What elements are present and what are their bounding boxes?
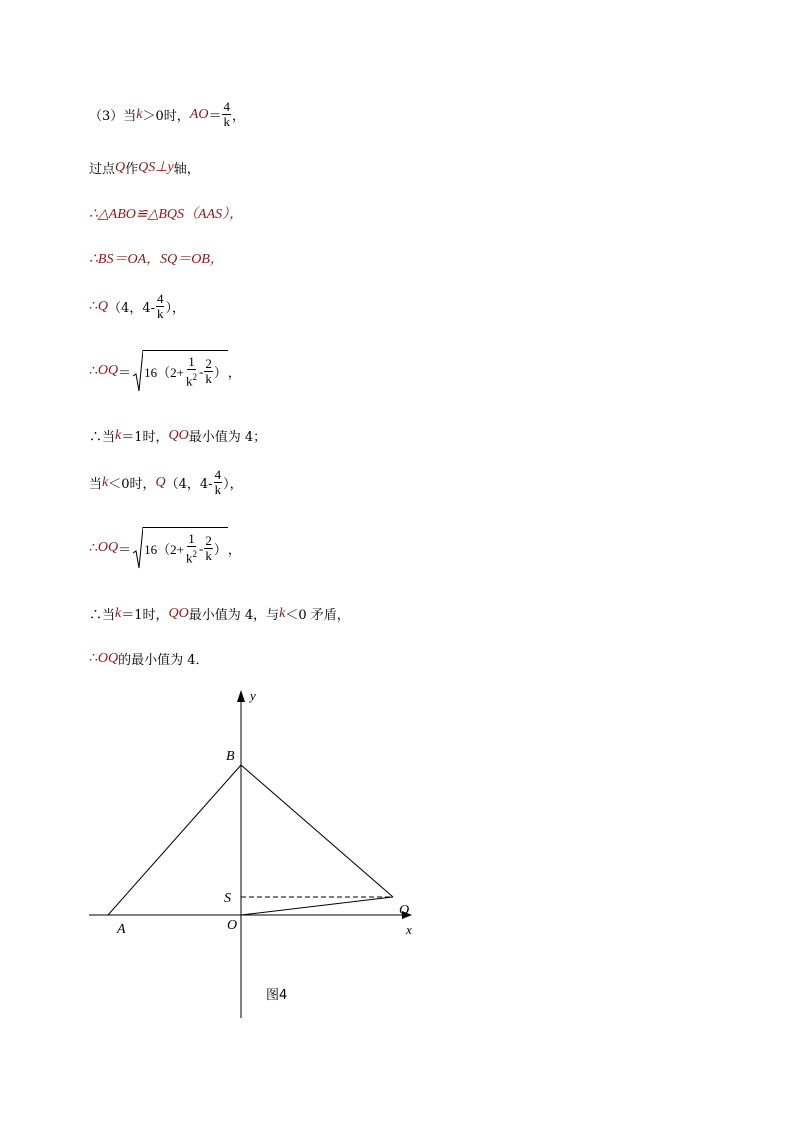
text: 最小值为 4； xyxy=(188,430,267,445)
therefore-sign: ∴ xyxy=(89,363,98,379)
numerator: 1 xyxy=(188,353,195,369)
text: 过点 xyxy=(89,162,116,177)
y-axis-arrow-icon xyxy=(237,690,245,702)
var-k: k xyxy=(115,605,122,621)
exponent: 2 xyxy=(192,371,198,382)
var-OQ: OQ xyxy=(97,540,119,555)
label-A: A xyxy=(117,922,126,937)
denominator: k xyxy=(205,548,212,563)
congruence-statement: ∴△ABO≌△BQS（AAS）， xyxy=(89,207,244,222)
denominator: k xyxy=(214,482,222,497)
text: 作 xyxy=(125,162,139,177)
figure-caption: 图4 xyxy=(266,988,288,1003)
var-k: k xyxy=(102,474,109,490)
equals-sign: ＝ xyxy=(208,109,222,124)
text: ）， xyxy=(165,301,185,316)
numerator: 4 xyxy=(214,467,222,482)
var-k: k xyxy=(115,427,122,443)
label-O: O xyxy=(227,918,238,933)
var-QS: QS⊥y xyxy=(138,160,174,175)
exponent: 2 xyxy=(192,548,198,559)
text: ＜0 矛盾， xyxy=(285,608,350,623)
label-B: B xyxy=(226,749,235,764)
label-x: x xyxy=(406,922,412,937)
equals-sign: ＝ xyxy=(118,542,132,558)
therefore-sign: ∴ xyxy=(89,299,98,314)
therefore-sign: ∴ xyxy=(89,540,98,556)
denominator: k xyxy=(223,114,230,129)
var-k: k xyxy=(279,605,286,621)
label-y: y xyxy=(250,688,256,703)
numerator: 2 xyxy=(205,356,212,371)
var-AO: AO xyxy=(189,106,209,122)
text: ， xyxy=(227,365,241,381)
equals-sign: ＝ xyxy=(118,365,132,381)
text: 16（2+ xyxy=(144,542,185,557)
k: k xyxy=(186,550,193,566)
text: ）， xyxy=(223,477,243,492)
segment-AB xyxy=(108,765,241,915)
text: ＝1时， xyxy=(121,430,169,445)
text: ∴当 xyxy=(89,608,116,623)
k: k xyxy=(186,373,193,389)
label-Q: Q xyxy=(399,903,410,918)
text: 16（2+ xyxy=(144,365,185,380)
minus-sign: - xyxy=(199,540,204,556)
text: 轴， xyxy=(173,162,200,177)
numerator: 4 xyxy=(223,99,230,114)
var-k: k xyxy=(136,106,143,122)
minus-sign: - xyxy=(199,363,204,379)
numerator: 2 xyxy=(205,533,212,548)
var-OQ: OQ xyxy=(97,650,119,666)
text: ） xyxy=(213,365,227,380)
text: ＜0时， xyxy=(108,477,156,492)
numerator: 1 xyxy=(188,530,195,546)
text: 当 xyxy=(89,477,103,492)
segment-OQ xyxy=(241,897,393,915)
text: ∴当 xyxy=(89,430,116,445)
therefore-sign: ∴ xyxy=(89,651,98,666)
denominator: k xyxy=(205,371,212,386)
text: ） xyxy=(213,542,227,557)
text: ＝1时， xyxy=(121,608,169,623)
var-Q: Q xyxy=(115,159,126,175)
text: 的最小值为 4． xyxy=(118,653,209,668)
text: ， xyxy=(227,542,241,558)
var-QO: QO xyxy=(168,605,189,621)
text: （4，4- xyxy=(165,477,213,492)
segment-BQ xyxy=(241,765,393,897)
label-S: S xyxy=(224,891,231,906)
var-Q: Q xyxy=(97,298,109,314)
var-QO: QO xyxy=(168,427,189,443)
var-OQ: OQ xyxy=(97,363,119,378)
text: ， xyxy=(231,109,245,124)
text: 最小值为 4，与 xyxy=(188,608,280,623)
equal-segments: ∴BS＝OA，SQ＝OB， xyxy=(89,252,224,267)
text: （3）当 xyxy=(89,109,137,124)
text: ＞0时， xyxy=(142,109,190,124)
numerator: 4 xyxy=(156,291,164,306)
denominator: k xyxy=(156,306,164,321)
var-Q: Q xyxy=(155,474,166,490)
text: （4，4- xyxy=(108,301,155,316)
